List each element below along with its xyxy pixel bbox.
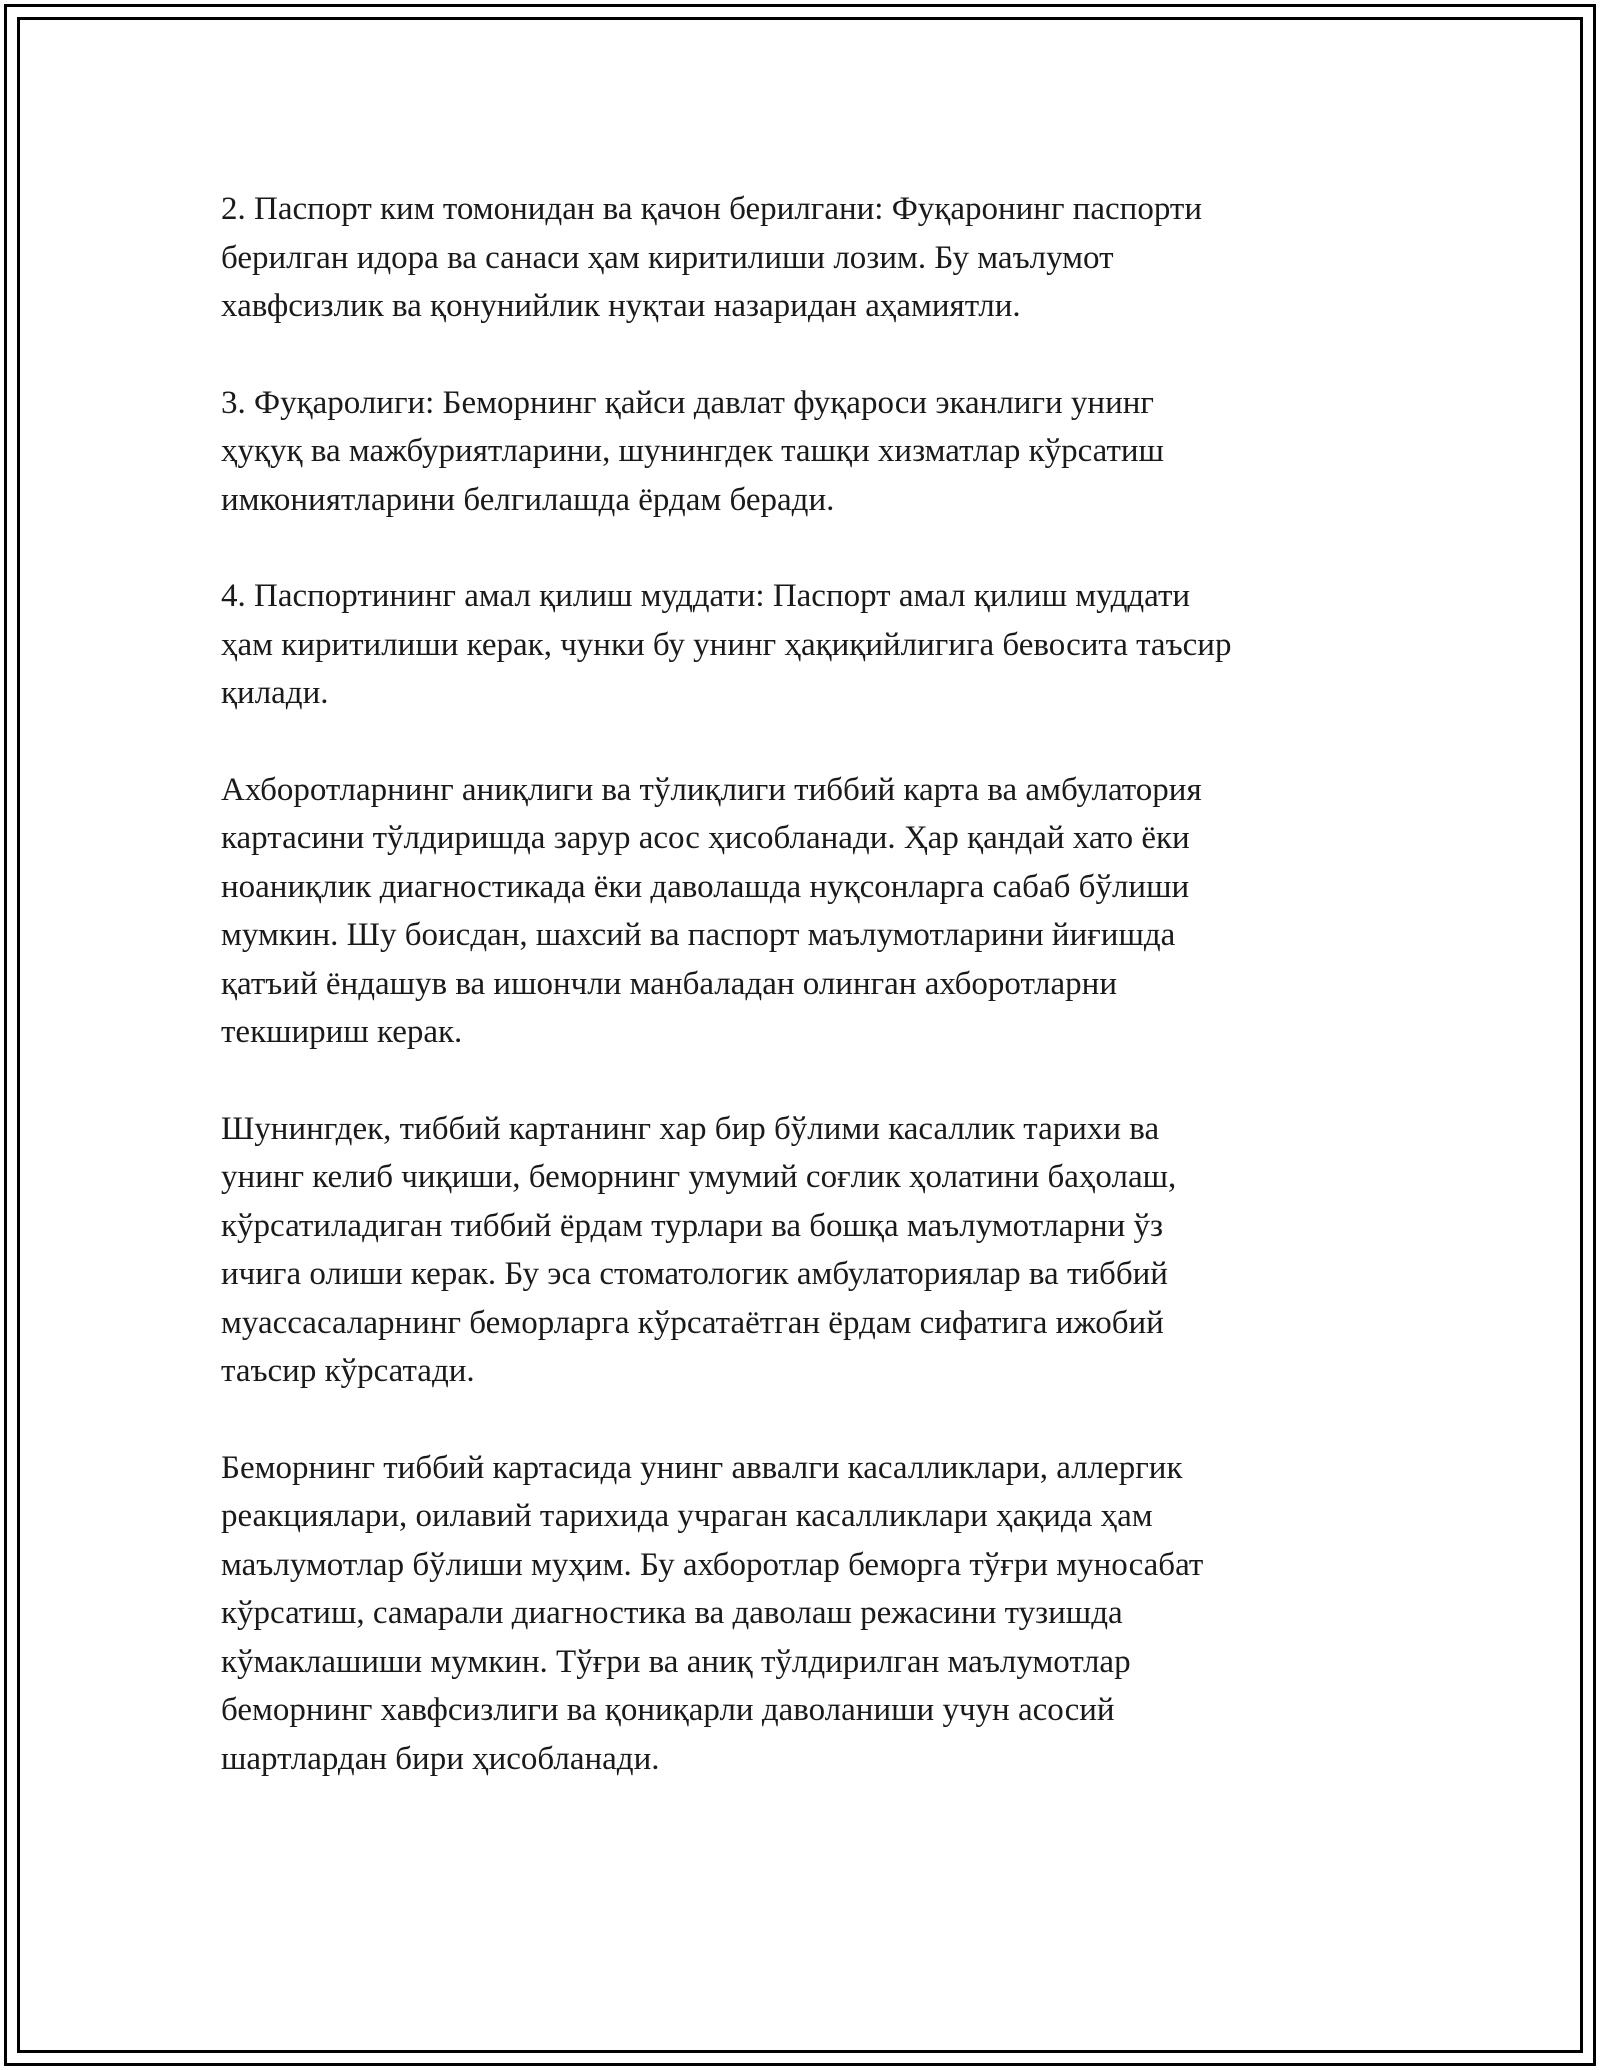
text-line: 2. Паспорт ким томонидан ва қачон берилгани: Фуқаронинг паспорти [221,191,1202,227]
paragraph-citizenship [221,379,1381,525]
text-line: шартлардан бири ҳисобланади. [221,1740,660,1777]
text-line: таъсир кўрсатади. [221,1353,475,1389]
text-line: имкониятларини белгилашда ёрдам беради. [221,481,835,518]
text-line: ноаниқлик диагностикада ёки даволашда нуқсонларга сабаб бўлиши [221,868,1190,905]
text-line: кўрсатиш, самарали диагностика ва даволаш режасини тузишда [221,1595,1123,1631]
text-line: 4. Паспортининг амал қилиш муддати: Паспорт амал қилиш муддати [221,578,1191,614]
text-line: ҳуқуқ ва мажбуриятларини, шунингдек ташқи хизматлар кўрсатиш [221,433,1164,469]
document-body [221,185,1381,1783]
paragraph-information-accuracy [221,766,1381,1057]
text-line: қатъий ёндашув ва ишончли манбаладан олинган ахборотларни [221,965,1117,1002]
paragraph-patient-history [221,1444,1381,1784]
paragraph-passport-validity [221,572,1381,718]
paragraph-medical-card-sections [221,1105,1381,1396]
text-line: берилган идора ва санаси ҳам киритилиши лозим. Бу маълумот [221,239,1114,276]
text-line: маълумотлар бўлиши муҳим. Бу ахборотлар беморга тўғри муносабат [221,1546,1204,1583]
text-line: кўмаклашиши мумкин. Тўғри ва аниқ тўлдирилган маълумотлар [221,1643,1131,1680]
text-line: хавфсизлик ва қонунийлик нуқтаи назаридан аҳамиятли. [221,288,1021,324]
text-line: Шунингдек, тиббий картанинг хар бир бўлими касаллик тарихи ва [221,1110,1160,1147]
paragraph-passport-issuer [221,185,1381,331]
text-line: Беморнинг тиббий картасида унинг аввалги касалликлари, аллергик [221,1449,1183,1486]
text-line: ичига олиши керак. Бу эса стоматологик амбулаториялар ва тиббий [221,1256,1168,1292]
text-line: текшириш керак. [221,1014,463,1050]
text-line: унинг келиб чиқиши, беморнинг умумий соғлик ҳолатини баҳолаш, [221,1159,1177,1195]
text-line: кўрсатиладиган тиббий ёрдам турлари ва бошқа маълумотларни ўз [221,1207,1164,1244]
text-line: Ахборотларнинг аниқлиги ва тўлиқлиги тиббий карта ва амбулатория [221,771,1202,808]
text-line: ҳам киритилиши керак, чунки бу унинг ҳақиқийлигига бевосита таъсир [221,626,1232,663]
text-line: мумкин. Шу боисдан, шахсий ва паспорт маълумотларини йиғишда [221,917,1176,953]
text-line: беморнинг хавфсизлиги ва қониқарли даволаниши учун асосий [221,1692,1115,1728]
text-line: картасини тўлдиришда зарур асос ҳисобланади. Ҳар қандай хато ёки [221,820,1190,856]
text-line: қилади. [221,675,329,711]
text-line: муассасаларнинг беморларга кўрсатаётган ёрдам сифатига ижобий [221,1304,1164,1341]
text-line: 3. Фуқаролиги: Беморнинг қайси давлат фуқароси эканлиги унинг [221,384,1154,421]
text-line: реакциялари, оилавий тарихида учраган касалликлари ҳақида ҳам [221,1498,1153,1534]
